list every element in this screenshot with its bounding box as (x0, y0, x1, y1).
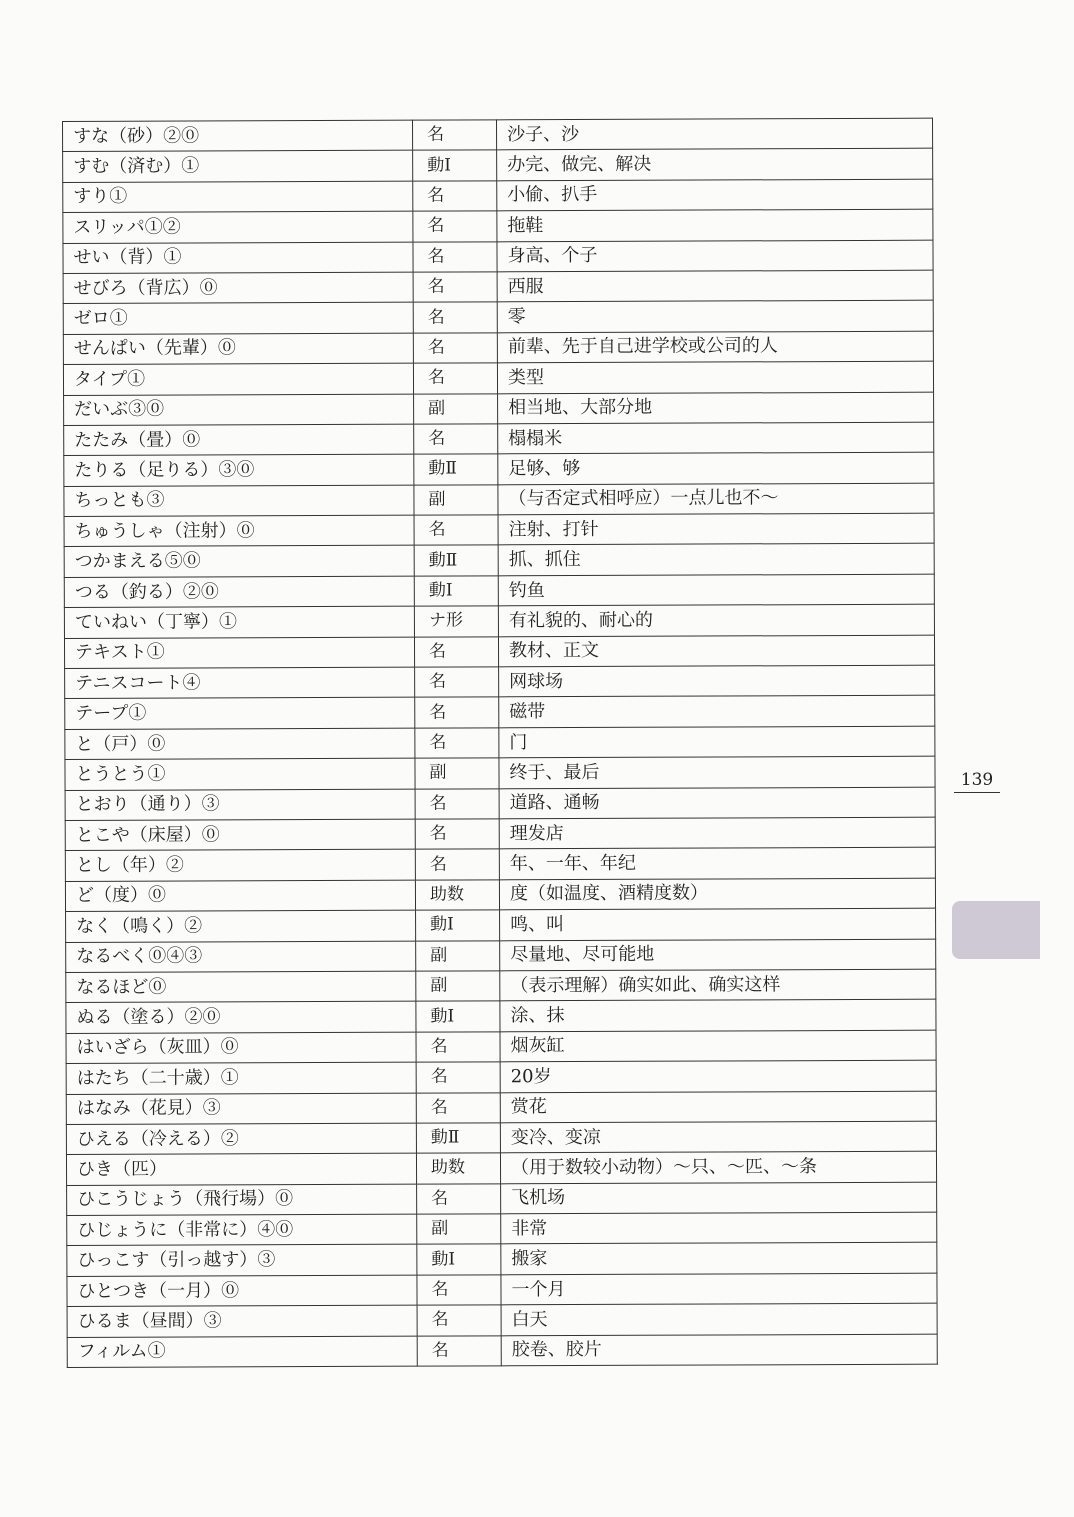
vocab-row (65, 817, 935, 851)
meaning-cell: 磁带 (499, 696, 935, 728)
meaning-cell: 抓、抓住 (498, 544, 934, 576)
vocab-row (65, 756, 935, 790)
word-cell: スリッパ①② (63, 211, 413, 243)
part-of-speech-cell: 名 (415, 849, 499, 880)
part-of-speech-cell: 名 (415, 819, 499, 850)
part-of-speech-cell: 名 (413, 241, 497, 272)
vocab-row (67, 1182, 937, 1216)
part-of-speech-cell: 副 (414, 485, 498, 516)
vocab-row (63, 118, 933, 152)
part-of-speech-cell: 動Ⅰ (416, 1001, 500, 1032)
meaning-cell: 有礼貌的、耐心的 (498, 604, 934, 636)
part-of-speech-cell: 名 (417, 1305, 501, 1336)
word-cell: すむ（済む）① (63, 151, 413, 183)
part-of-speech-cell: 副 (416, 971, 500, 1002)
word-cell: と（戸）⓪ (65, 728, 415, 760)
meaning-cell: 钓鱼 (498, 574, 934, 606)
part-of-speech-cell: 名 (413, 363, 497, 394)
vocab-row (66, 1151, 936, 1185)
meaning-cell: 相当地、大部分地 (498, 392, 934, 424)
vocab-row (64, 483, 934, 517)
vocab-row (64, 452, 934, 486)
meaning-cell: 尽量地、尽可能地 (500, 939, 936, 971)
vocab-row (66, 908, 936, 942)
meaning-cell: 理发店 (499, 817, 935, 849)
part-of-speech-cell: 名 (413, 333, 497, 364)
meaning-cell: 鸣、叫 (500, 908, 936, 940)
meaning-cell: 网球场 (499, 665, 935, 697)
meaning-cell: 注射、打针 (498, 513, 934, 545)
part-of-speech-cell: 名 (416, 1032, 500, 1063)
meaning-cell: 飞机场 (501, 1182, 937, 1214)
part-of-speech-cell: 名 (415, 788, 499, 819)
part-of-speech-cell: 副 (414, 393, 498, 424)
word-cell: ど（度）⓪ (65, 880, 415, 912)
part-of-speech-cell: 名 (415, 667, 499, 698)
word-cell: タイプ① (63, 363, 413, 395)
word-cell: すり① (63, 181, 413, 213)
vocab-row (64, 422, 934, 456)
meaning-cell: 终于、最后 (499, 756, 935, 788)
meaning-cell: 胶卷、胶片 (501, 1334, 937, 1366)
part-of-speech-cell: 名 (414, 636, 498, 667)
word-cell: ぬる（塗る）②⓪ (66, 1001, 416, 1033)
vocab-row (64, 604, 934, 638)
vocab-row (66, 1030, 936, 1064)
part-of-speech-cell: 名 (413, 272, 497, 303)
meaning-cell: （用于数较小动物）～只、～匹、～条 (500, 1151, 936, 1183)
part-of-speech-cell: ナ形 (414, 606, 498, 637)
meaning-cell: （与否定式相呼应）一点儿也不～ (498, 483, 934, 515)
vocab-row (64, 635, 934, 669)
word-cell: ひき（匹） (66, 1153, 416, 1185)
part-of-speech-cell: 動Ⅰ (413, 150, 497, 181)
word-cell: たりる（足りる）③⓪ (64, 454, 414, 486)
part-of-speech-cell: 名 (414, 515, 498, 546)
vocab-row (67, 1212, 937, 1246)
meaning-cell: （表示理解）确实如此、确实这样 (500, 969, 936, 1001)
word-cell: はたち（二十歳）① (66, 1062, 416, 1094)
word-cell: はいざら（灰皿）⓪ (66, 1032, 416, 1064)
part-of-speech-cell: 助数 (415, 880, 499, 911)
meaning-cell: 20岁 (500, 1060, 936, 1092)
word-cell: すな（砂）②⓪ (63, 120, 413, 152)
word-cell: ひじょうに（非常に）④⓪ (67, 1214, 417, 1246)
part-of-speech-cell: 副 (417, 1214, 501, 1245)
meaning-cell: 涂、抹 (500, 999, 936, 1031)
meaning-cell: 搬家 (501, 1243, 937, 1275)
meaning-cell: 西服 (497, 270, 933, 302)
vocab-row (63, 300, 933, 334)
meaning-cell: 变冷、变凉 (500, 1121, 936, 1153)
word-cell: ひこうじょう（飛行場）⓪ (67, 1184, 417, 1216)
word-cell: なるべく⓪④③ (66, 941, 416, 973)
part-of-speech-cell: 副 (416, 940, 500, 971)
word-cell: フィルム① (67, 1336, 417, 1368)
meaning-cell: 年、一年、年纪 (499, 848, 935, 880)
vocab-row (66, 1121, 936, 1155)
meaning-cell: 沙子、沙 (496, 118, 932, 150)
word-cell: とおり（通り）③ (65, 789, 415, 821)
part-of-speech-cell: 名 (415, 728, 499, 759)
part-of-speech-cell: 名 (417, 1275, 501, 1306)
part-of-speech-cell: 名 (417, 1335, 501, 1366)
part-of-speech-cell: 名 (416, 1092, 500, 1123)
vocab-row (63, 179, 933, 213)
vocab-row (63, 149, 933, 183)
word-cell: せんぱい（先輩）⓪ (63, 333, 413, 365)
vocab-row (67, 1243, 937, 1277)
word-cell: とこや（床屋）⓪ (65, 819, 415, 851)
meaning-cell: 小偷、扒手 (497, 179, 933, 211)
meaning-cell: 零 (497, 300, 933, 332)
word-cell: ちゅうしゃ（注射）⓪ (64, 515, 414, 547)
word-cell: ていねい（丁寧）① (64, 606, 414, 638)
part-of-speech-cell: 名 (416, 1062, 500, 1093)
vocab-row (63, 240, 933, 274)
meaning-cell: 道路、通畅 (499, 787, 935, 819)
vocab-row (66, 1060, 936, 1094)
word-cell: つかまえる⑤⓪ (64, 546, 414, 578)
side-index-tab (952, 901, 1040, 959)
part-of-speech-cell: 名 (413, 211, 497, 242)
meaning-cell: 类型 (497, 361, 933, 393)
meaning-cell: 赏花 (500, 1091, 936, 1123)
word-cell: なく（鳴く）② (66, 910, 416, 942)
vocab-row (64, 392, 934, 426)
vocab-row (64, 574, 934, 608)
page-number: 139 (954, 770, 1000, 793)
meaning-cell: 白天 (501, 1303, 937, 1335)
part-of-speech-cell: 動Ⅰ (416, 910, 500, 941)
vocab-row (63, 361, 933, 395)
vocabulary-table (62, 118, 938, 1368)
vocab-row (64, 544, 934, 578)
vocab-row (63, 209, 933, 243)
word-cell: とうとう① (65, 758, 415, 790)
vocab-row (63, 331, 933, 365)
part-of-speech-cell: 名 (415, 697, 499, 728)
word-cell: ひとつき（一月）⓪ (67, 1275, 417, 1307)
word-cell: ちっとも③ (64, 485, 414, 517)
word-cell: ゼロ① (63, 302, 413, 334)
vocab-row (66, 939, 936, 973)
vocab-row (64, 513, 934, 547)
part-of-speech-cell: 名 (413, 302, 497, 333)
part-of-speech-cell: 名 (412, 120, 496, 151)
meaning-cell: 门 (499, 726, 935, 758)
word-cell: せい（背）① (63, 242, 413, 274)
word-cell: つる（釣る）②⓪ (64, 576, 414, 608)
part-of-speech-cell: 副 (415, 758, 499, 789)
word-cell: ひえる（冷える）② (66, 1123, 416, 1155)
meaning-cell: 足够、够 (498, 452, 934, 484)
meaning-cell: 身高、个子 (497, 240, 933, 272)
word-cell: ひっこす（引っ越す）③ (67, 1245, 417, 1277)
vocab-row (66, 1091, 936, 1125)
part-of-speech-cell: 動Ⅰ (414, 576, 498, 607)
vocab-row (65, 878, 935, 912)
vocab-row (67, 1334, 937, 1368)
meaning-cell: 前辈、先于自己进学校或公司的人 (497, 331, 933, 363)
meaning-cell: 度（如温度、酒精度数） (499, 878, 935, 910)
part-of-speech-cell: 動Ⅱ (414, 545, 498, 576)
part-of-speech-cell: 動Ⅱ (414, 454, 498, 485)
meaning-cell: 办完、做完、解决 (497, 149, 933, 181)
vocab-row (65, 726, 935, 760)
word-cell: とし（年）② (65, 850, 415, 882)
word-cell: ひるま（昼間）③ (67, 1305, 417, 1337)
word-cell: なるほど⓪ (66, 971, 416, 1003)
word-cell: はなみ（花見）③ (66, 1093, 416, 1125)
vocab-row (65, 787, 935, 821)
word-cell: テニスコート④ (65, 667, 415, 699)
meaning-cell: 烟灰缸 (500, 1030, 936, 1062)
meaning-cell: 榻榻米 (498, 422, 934, 454)
word-cell: だいぶ③⓪ (64, 394, 414, 426)
word-cell: せびろ（背広）⓪ (63, 272, 413, 304)
part-of-speech-cell: 名 (417, 1183, 501, 1214)
word-cell: テープ① (65, 698, 415, 730)
word-cell: たたみ（畳）⓪ (64, 424, 414, 456)
vocab-row (63, 270, 933, 304)
meaning-cell: 拖鞋 (497, 209, 933, 241)
part-of-speech-cell: 動Ⅱ (416, 1123, 500, 1154)
meaning-cell: 教材、正文 (498, 635, 934, 667)
part-of-speech-cell: 動Ⅰ (417, 1244, 501, 1275)
vocab-row (67, 1273, 937, 1307)
vocab-row (65, 696, 935, 730)
vocabulary-table-body (63, 118, 938, 1367)
part-of-speech-cell: 名 (413, 181, 497, 212)
vocab-row (67, 1303, 937, 1337)
vocab-row (65, 665, 935, 699)
word-cell: テキスト① (64, 637, 414, 669)
meaning-cell: 非常 (501, 1212, 937, 1244)
vocab-row (65, 848, 935, 882)
part-of-speech-cell: 名 (414, 424, 498, 455)
meaning-cell: 一个月 (501, 1273, 937, 1305)
vocab-row (66, 999, 936, 1033)
part-of-speech-cell: 助数 (416, 1153, 500, 1184)
vocab-row (66, 969, 936, 1003)
